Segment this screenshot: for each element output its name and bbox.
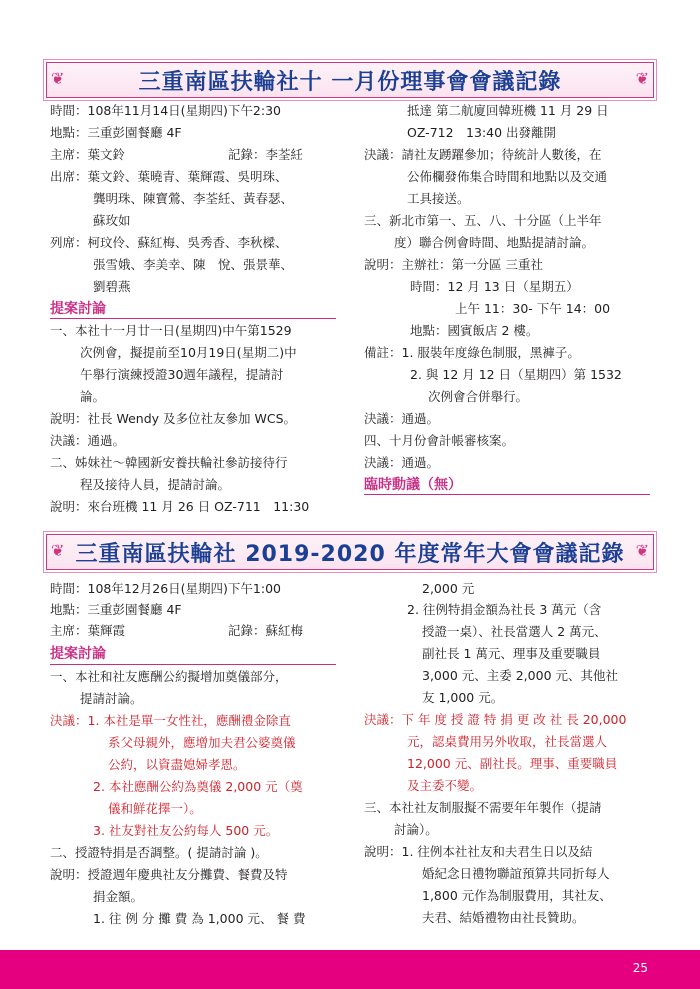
meeting2-item1-resolution-cont: 公約，以資盡媳婦孝恩。 — [108, 757, 246, 772]
meeting2-proposals-heading: 提案討論 — [50, 646, 106, 662]
meeting2-item2-resolution: 決議：下 年 度 授 證 特 捐 更 改 社 長 20,000 — [364, 712, 627, 727]
meeting2-item1-resolution-3: 3. 社友對社友公約每人 500 元。 — [93, 823, 279, 838]
meeting2-item1-resolution-2-cont: 儀和鮮花擇一）。 — [108, 801, 202, 816]
meeting1-item3-note: 說明：主辦社：第一分區 三重社 — [364, 257, 543, 272]
meeting1-item3-place: 地點：國賓飯店 2 樓。 — [410, 323, 539, 338]
meeting1-item1-cont: 午舉行演練授證30週年議程，提請討 — [80, 367, 284, 382]
banner-ornament-icon: ❦ — [635, 541, 649, 560]
meeting1-item3-cont: 度）聯合例會時間、地點提請討論。 — [394, 235, 595, 250]
meeting1-item1-note: 說明：社長 Wendy 及多位社友參加 WCS。 — [50, 411, 297, 426]
meeting2-item2: 二、授證特捐是否調整。( 提請討論 )。 — [50, 845, 268, 860]
meeting1-title-banner — [46, 62, 654, 98]
meeting2-item2-note-1: 1. 往 例 分 攤 費 為 1,000 元、 餐 費 — [93, 911, 306, 926]
meeting1-proposals-heading: 提案討論 — [50, 301, 106, 317]
meeting2-item2-note: 說明：授證週年慶典社友分攤費、餐費及特 — [50, 867, 288, 882]
meeting1-item2: 二、姊妹社～韓國新安養扶輪社參訪接待行 — [50, 455, 288, 470]
section-divider — [50, 664, 336, 665]
meeting2-item3: 三、本社社友制服擬不需要年年製作（提請 — [364, 800, 602, 815]
section-divider — [364, 494, 650, 495]
meeting1-item3-remark-2-cont: 次例會合併舉行。 — [428, 389, 529, 404]
meeting1-item2-resolution: 決議：請社友踴躍參加；待統計人數後，在 — [364, 147, 602, 162]
banner-ornament-icon: ❦ — [635, 69, 649, 88]
meeting2-item2-note-2-cont: 授證一桌）、社長當選人 2 萬元、 — [422, 624, 607, 639]
meeting1-item3-resolution: 決議：通過。 — [364, 411, 440, 426]
meeting1-item3-time-range: 上午 11：30- 下午 14：00 — [455, 301, 611, 316]
meeting1-attendees: 出席：葉文鈴、葉曉青、葉輝霞、吳明珠、 — [50, 169, 288, 184]
meeting2-item2-resolution-cont: 12,000 元、副社長。理事、重要職員 — [407, 756, 618, 771]
meeting1-item2-resolution-cont: 公佈欄發佈集合時間和地點以及交通 — [407, 169, 608, 184]
meeting2-item1-cont: 提請討論。 — [80, 691, 143, 706]
meeting2-item2-note-2-cont: 友 1,000 元。 — [422, 690, 504, 705]
meeting1-attendees-cont: 蘇玫如 — [93, 213, 131, 228]
meeting1-item3-remark: 備註：1. 服裝年度綠色制服，黑褲子。 — [364, 345, 580, 360]
meeting1-item1-cont: 次例會，擬提前至10月19日(星期二)中 — [80, 345, 297, 360]
meeting2-time: 時間：108年12月26日(星期四)下午1:00 — [50, 581, 281, 596]
meeting1-item3-time: 時間：12 月 13 日（星期五） — [410, 279, 579, 294]
meeting1-item1-cont: 論。 — [80, 389, 106, 404]
meeting1-item2-note: 說明：來台班機 11 月 26 日 OZ-711 11:30 — [50, 499, 310, 514]
meeting1-item1-resolution: 決議：通過。 — [50, 433, 126, 448]
meeting2-place: 地點：三重彭園餐廳 4F — [50, 602, 182, 617]
meeting1-item2-note-cont: OZ-712 13:40 出發離開 — [407, 125, 557, 140]
meeting1-item3: 三、新北市第一、五、八、十分區（上半年 — [364, 213, 602, 228]
meeting2-item1-resolution-2: 2. 本社應酬公約為奠儀 2,000 元（奠 — [93, 779, 303, 794]
meeting2-title: 三重南區扶輪社 2019-2020 年度常年大會會議記錄 — [75, 541, 625, 567]
meeting1-recorder: 記錄：李荃紝 — [228, 147, 304, 162]
meeting2-item3-cont: 討論）。 — [394, 822, 438, 837]
meeting2-recorder: 記錄：蘇紅梅 — [228, 623, 304, 638]
meeting1-title: 三重南區扶輪社十 一月份理事會會議記錄 — [138, 69, 562, 95]
meeting1-chair: 主席：葉文鈴 — [50, 147, 126, 162]
meeting2-item3-note: 說明：1. 往例本社社友和夫君生日以及結 — [364, 844, 593, 859]
banner-ornament-icon: ❦ — [51, 541, 65, 560]
page-number: 25 — [632, 961, 648, 975]
meeting2-item1-resolution-cont: 系父母親外，應增加夫君公婆奠儀 — [108, 735, 296, 750]
meeting2-item1: 一、本社和社友應酬公約擬增加奠儀部分， — [50, 669, 288, 684]
meeting2-item2-note-2-cont: 3,000 元、主委 2,000 元、其他社 — [422, 668, 618, 683]
meeting1-item2-note-cont: 抵達 第二航廈回韓班機 11 月 29 日 — [407, 103, 609, 118]
meeting2-item2-note-2: 2. 往例特捐金額為社長 3 萬元（含 — [407, 602, 602, 617]
meeting2-item2-note-2-cont: 副社長 1 萬元、理事及重要職員 — [422, 646, 601, 661]
meeting2-title-banner — [46, 534, 654, 570]
meeting1-item1: 一、本社十一月廿一日(星期四)中午第1529 — [50, 323, 292, 338]
meeting2-item3-note-cont: 1,800 元作為制服費用，其社友、 — [422, 888, 612, 903]
meeting2-item1-resolution: 決議：1. 本社是單一女性社，應酬禮金除直 — [50, 713, 291, 728]
page-footer — [0, 950, 700, 989]
meeting2-item2-note-cont: 捐金額。 — [93, 889, 144, 904]
meeting1-item4: 四、十月份會計帳審核案。 — [364, 433, 515, 448]
banner-ornament-icon: ❦ — [51, 69, 65, 88]
meeting1-item3-remark-2: 2. 與 12 月 12 日（星期四）第 1532 — [410, 367, 622, 382]
meeting1-item2-cont: 程及接待人員，提請討論。 — [80, 477, 231, 492]
meeting1-item2-resolution-cont: 工具接送。 — [407, 191, 470, 206]
meeting1-observers: 列席：柯玟伶、蘇紅梅、吳秀香、李秋樑、 — [50, 235, 288, 250]
section-divider — [50, 318, 336, 319]
meeting1-item4-resolution: 決議：通過。 — [364, 455, 440, 470]
meeting2-item2-note-1-cont: 2,000 元 — [422, 581, 475, 596]
meeting1-observers-cont: 劉碧燕 — [93, 279, 131, 294]
meeting2-item2-resolution-cont: 元，認桌費用另外收取，社長當選人 — [407, 734, 608, 749]
meeting1-time: 時間：108年11月14日(星期四)下午2:30 — [50, 103, 281, 118]
meeting2-item3-note-cont: 夫君、結婚禮物由社長贊助。 — [422, 910, 585, 925]
meeting1-motion-heading: 臨時動議（無） — [364, 477, 462, 493]
meeting1-attendees-cont: 龔明珠、陳寶鶯、李荃紝、黃春瑟、 — [93, 191, 294, 206]
meeting2-item2-resolution-cont: 及主委不變。 — [407, 778, 483, 793]
meeting2-item3-note-cont: 婚紀念日禮物聯誼預算共同折每人 — [422, 866, 610, 881]
meeting1-observers-cont: 張雪娥、李美幸、陳 悅、張景華、 — [93, 257, 294, 272]
meeting2-chair: 主席：葉輝霞 — [50, 623, 126, 638]
meeting1-place: 地點：三重彭園餐廳 4F — [50, 125, 182, 140]
